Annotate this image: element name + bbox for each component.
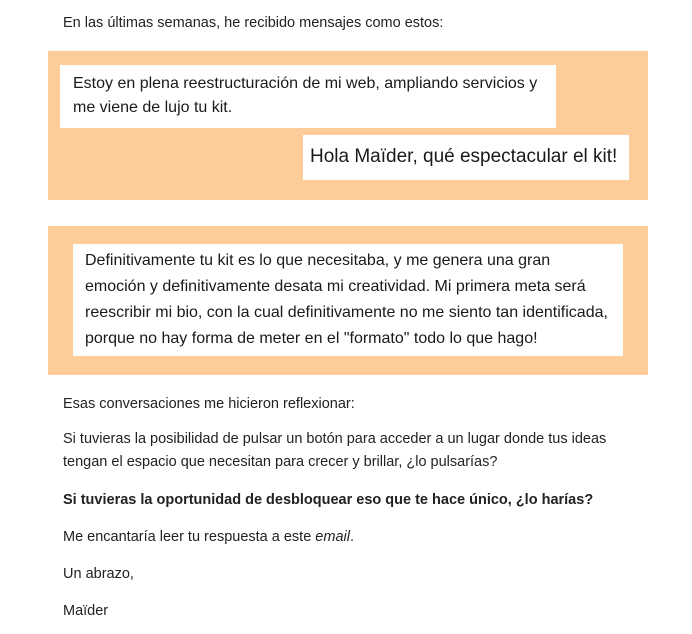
reply-request-suffix: . (349, 529, 354, 545)
reflection-text: Esas conversaciones me hicieron reflexionar: (63, 396, 355, 412)
question-paragraph: Si tuvieras la posibilidad de pulsar un botón para acceder a un lugar donde tus ideas tengan el espacio que necesitan para crecer y brillar, ¿lo pulsarías? (63, 431, 607, 470)
bold-question: Si tuvieras la oportunidad de desbloquear eso que te hace único, ¿lo harías? (63, 492, 594, 508)
reply-request-prefix: Me encantaría leer tu respuesta a este (63, 529, 316, 545)
message-screenshot-2 (48, 226, 648, 375)
email-emphasis: email (315, 529, 350, 545)
message-bubble-incoming: Estoy en plena reestructuración de mi web, ampliando servicios y me viene de lujo tu kit. (60, 65, 556, 128)
message-bubble-reply: Hola Maïder, qué espectacular el kit! (303, 135, 629, 180)
signature: Maïder (63, 603, 109, 619)
message-screenshot-1 (48, 51, 648, 200)
reply-request (63, 526, 652, 549)
intro-text: En las últimas semanas, he recibido mensajes como estos: (63, 15, 444, 31)
message-bubble-incoming-long: Definitivamente tu kit es lo que necesitaba, y me genera una gran emoción y definitivamente desata mi creatividad. Mi primera meta será reescribir mi bio, con la cual definitivamente no me siento tan identificada, porque no hay forma de meter en el "formato" todo lo que hago! (73, 244, 623, 356)
closing-text: Un abrazo, (63, 566, 134, 582)
